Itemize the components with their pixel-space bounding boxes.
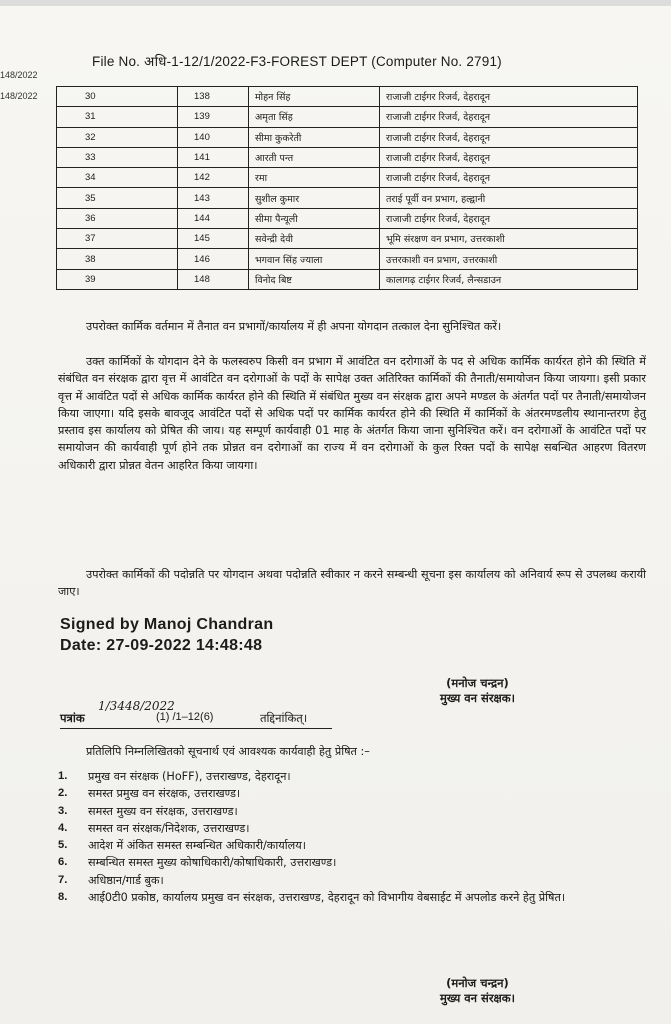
posting-cell: राजाजी टाईगर रिजर्व, देहरादून bbox=[380, 208, 638, 228]
posting-cell: राजाजी टाईगर रिजर्व, देहरादून bbox=[380, 107, 638, 127]
signatory-designation-bottom: मुख्य वन संरक्षक। bbox=[440, 991, 515, 1005]
list-item-text: आदेश में अंकित समस्त सम्बन्धित अधिकारी/कार्यालय। bbox=[88, 839, 306, 853]
reference-line bbox=[60, 699, 460, 729]
top-edge bbox=[0, 0, 671, 6]
cc-intro: प्रतिलिपि निम्नलिखितको सूचनार्थ एवं आवश्यक कार्यवाही हेतु प्रेषित :– bbox=[86, 745, 370, 758]
code-cell: 138 bbox=[178, 87, 249, 107]
reference-tail: (1) /1–12(6) bbox=[156, 711, 214, 723]
table-row bbox=[57, 127, 638, 147]
list-item-number: 7. bbox=[58, 873, 68, 886]
serial-cell: 30 bbox=[57, 87, 178, 107]
name-cell: विनोद बिष्ट bbox=[249, 269, 380, 289]
serial-cell: 32 bbox=[57, 127, 178, 147]
list-item-text: प्रमुख वन संरक्षक (HoFF), उत्तराखण्ड, देहरादून। bbox=[88, 770, 291, 783]
table-row bbox=[57, 229, 638, 249]
table-row bbox=[57, 147, 638, 167]
table-row bbox=[57, 87, 638, 107]
list-item bbox=[58, 854, 658, 871]
posting-cell: उत्तरकाशी वन प्रभाग, उत्तरकाशी bbox=[380, 249, 638, 269]
serial-cell: 35 bbox=[57, 188, 178, 208]
signatory-designation: मुख्य वन संरक्षक। bbox=[440, 691, 515, 705]
paragraph-1: उपरोक्त कार्मिक वर्तमान में तैनात वन प्रभागों/कार्यालय में ही अपना योगदान तत्काल देना सुनिश्चित करें। bbox=[86, 320, 502, 333]
list-item-text: समस्त वन संरक्षक/निदेशक, उत्तराखण्ड। bbox=[88, 821, 250, 835]
code-cell: 148 bbox=[178, 269, 249, 289]
list-item-text: अधिष्ठान/गार्ड बुक। bbox=[88, 873, 164, 887]
table-row bbox=[57, 168, 638, 188]
name-cell: मोहन सिंह bbox=[249, 87, 380, 107]
serial-cell: 36 bbox=[57, 208, 178, 228]
list-item-number: 4. bbox=[58, 821, 68, 834]
margin-note-2: 148/2022 bbox=[0, 91, 38, 101]
serial-cell: 39 bbox=[57, 269, 178, 289]
table-row bbox=[57, 249, 638, 269]
reference-date: तद्दिनांकित्। bbox=[260, 711, 308, 725]
name-cell: सुशील कुमार bbox=[249, 188, 380, 208]
list-item-number: 1. bbox=[58, 770, 68, 782]
serial-cell: 33 bbox=[57, 147, 178, 167]
table-row bbox=[57, 188, 638, 208]
name-cell: सवेन्द्री देवी bbox=[249, 229, 380, 249]
reference-label: पत्रांक bbox=[60, 711, 85, 725]
signatory-block-bottom bbox=[440, 976, 515, 1006]
cc-list bbox=[58, 768, 658, 906]
name-cell: रमा bbox=[249, 168, 380, 188]
list-item-number: 8. bbox=[58, 891, 68, 904]
list-item bbox=[58, 837, 658, 854]
posting-cell: कालागढ़ टाईगर रिजर्व, लैन्सडाउन bbox=[380, 269, 638, 289]
code-cell: 141 bbox=[178, 147, 249, 167]
list-item-text: सम्बन्धित समस्त मुख्य कोषाधिकारी/कोषाधिकारी, उत्तराखण्ड। bbox=[88, 856, 337, 870]
staff-table bbox=[56, 86, 638, 290]
code-cell: 145 bbox=[178, 229, 249, 249]
code-cell: 140 bbox=[178, 127, 249, 147]
signatory-name: (मनोज चन्द्रन) bbox=[446, 676, 509, 690]
list-item-text: समस्त मुख्य वन संरक्षक, उत्तराखण्ड। bbox=[88, 804, 238, 818]
list-item bbox=[58, 820, 658, 837]
reference-number: 1/3448/2022 bbox=[98, 699, 175, 713]
serial-cell: 38 bbox=[57, 249, 178, 269]
serial-cell: 34 bbox=[57, 168, 178, 188]
list-item-number: 6. bbox=[58, 856, 68, 869]
posting-cell: राजाजी टाईगर रिजर्व, देहरादून bbox=[380, 168, 638, 188]
list-item bbox=[58, 768, 658, 785]
digital-signature-date: Date: 27-09-2022 14:48:48 bbox=[60, 637, 263, 654]
table-row bbox=[57, 107, 638, 127]
serial-cell: 31 bbox=[57, 107, 178, 127]
name-cell: सीमा पैन्यूली bbox=[249, 208, 380, 228]
name-cell: आरती पन्त bbox=[249, 147, 380, 167]
code-cell: 146 bbox=[178, 249, 249, 269]
list-item-text: आई0टी0 प्रकोष्ठ, कार्यालय प्रमुख वन संरक्षक, उत्तराखण्ड, देहरादून को विभागीय वेबसाईट में अपलोड करने हेतु प्रेषित। bbox=[88, 891, 566, 905]
paragraph-3: उपरोक्त कार्मिकों की पदोन्नति पर योगदान अथवा पदोन्नति स्वीकार न करने सम्बन्धी सूचना इस कार्यालय को अनिवार्य रूप से उपलब्ध करायी जाए। bbox=[58, 568, 646, 599]
list-item bbox=[58, 785, 658, 802]
list-item-text: समस्त प्रमुख वन संरक्षक, उत्तराखण्ड। bbox=[88, 787, 241, 801]
code-cell: 142 bbox=[178, 168, 249, 188]
list-item bbox=[58, 803, 658, 820]
list-item bbox=[58, 889, 658, 906]
posting-cell: भूमि संरक्षण वन प्रभाग, उत्तरकाशी bbox=[380, 229, 638, 249]
name-cell: अमृता सिंह bbox=[249, 107, 380, 127]
code-cell: 143 bbox=[178, 188, 249, 208]
signatory-block-top bbox=[440, 676, 515, 706]
name-cell: भगवान सिंह ज्याला bbox=[249, 249, 380, 269]
digital-signature-name: Signed by Manoj Chandran bbox=[60, 616, 274, 633]
paragraph-2: उक्त कार्मिकों के योगदान देने के फलस्वरुप किसी वन प्रभाग में आवंटित वन दरोगाओं के पद से अधिक कार्मिक कार्यरत होने की स्थिति में संबंधित वन संरक्षक द्वारा वृत्त में आवंटित वन दरोगाओं के पदों के सापेक्ष उक्त अतिरिक्त कार्मिकों की तैनाती/समायोजन किया जायगा। इसी प्रकार वृत्त में आवंटित पदों से अधिक कार्मिक कार्यरत होने की स्थिति में संबंधित मुख्य वन संरक्षक द्वारा अपने मण्डल के अंतर्गत पदों पर तैनाती/समायोजन किया जाएगा। यदि इसके बावजूद आवंटित पदों से अधिक पदों पर कार्मिक कार्यरत होने की स्थिति में कार्मिकों के अंतरमण्डलीय स्थानान्तरण हेतु प्रस्ताव इस कार्यालय को प्रेषित की जाय। यह सम्पूर्ण कार्यवाही 01 माह के अंतर्गत किया जाना सुनिश्चित करें। वन दरोगाओं के आवंटित पदों पर समायोजन की कार्यवाही पूर्ण होने तक प्रोन्नत वन दरोगाओं का राज्य में वन दरोगाओं के कुल रिक्त पदों के सापेक्ष सबन्धित आहरण वितरण अधिकारी द्वारा प्रोन्नत वेतन आहरित किया जायगा। bbox=[58, 355, 646, 472]
list-item bbox=[58, 872, 658, 889]
code-cell: 139 bbox=[178, 107, 249, 127]
margin-note-1: 148/2022 bbox=[0, 70, 38, 80]
posting-cell: राजाजी टाईगर रिजर्व, देहरादून bbox=[380, 127, 638, 147]
posting-cell: राजाजी टाईगर रिजर्व, देहरादून bbox=[380, 87, 638, 107]
table-row bbox=[57, 269, 638, 289]
list-item-number: 2. bbox=[58, 787, 68, 800]
posting-cell: तराई पूर्वी वन प्रभाग, हल्द्वानी bbox=[380, 188, 638, 208]
table-row bbox=[57, 208, 638, 228]
file-number-header: File No. अधि-1-12/1/2022-F3-FOREST DEPT (Computer No. 2791) bbox=[92, 54, 502, 69]
list-item-number: 5. bbox=[58, 839, 68, 852]
reference-underline bbox=[60, 728, 332, 729]
code-cell: 144 bbox=[178, 208, 249, 228]
name-cell: सीमा कुकरेती bbox=[249, 127, 380, 147]
signatory-name-bottom: (मनोज चन्द्रन) bbox=[446, 976, 509, 990]
list-item-number: 3. bbox=[58, 804, 68, 817]
serial-cell: 37 bbox=[57, 229, 178, 249]
posting-cell: राजाजी टाईगर रिजर्व, देहरादून bbox=[380, 147, 638, 167]
